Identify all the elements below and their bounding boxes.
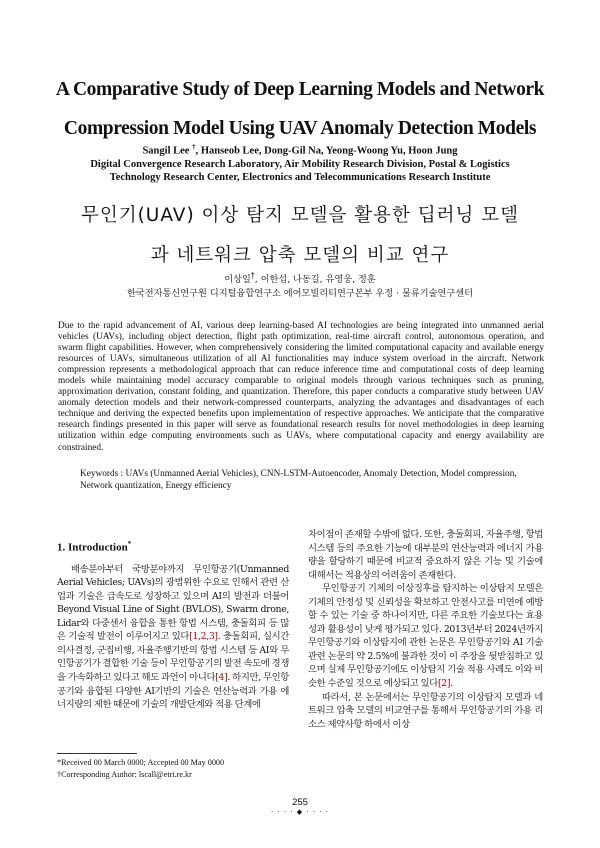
intro-paragraph-1 — [57, 563, 289, 712]
intro-p3-text-a: 무인항공기 기체의 이상징후를 탐지하는 이상탐지 모델은 기체의 안정성 및 신뢰성을 확보하고 안전사고를 미연에 예방할 수 있는 기술 중 하나이지만, 다른 주요한 기술보다는 효용성과 활용성이 낮게 평가되고 있다. 2013년부터 2024년까지 무인항공기와 이상탐지에 관한 논문은 무인항공기와 AI 기술 관련 논문의 약 2.5%에 불과한 것이 이 주장을 뒷받침하고 있으며 실제 무인항공기에도 이상탐지 기술 적용 사례도 이와 비슷한 수준일 것으로 예상되고 있다 — [308, 583, 543, 690]
intro-p1-text-b: . 충돌회피, 실시간 의사결정, 군집비행, 자율주행기반의 항법 시스템 등 AI와 무인항공기가 결합한 기술 등이 무인항공기의 발전 속도에 경쟁을 가속화하고 있다고 해도 과언이 아니다 — [57, 631, 290, 684]
keywords — [80, 468, 540, 492]
author-names-ko — [30, 269, 570, 287]
corresponding-mark-ko: † — [250, 271, 255, 280]
page-number: 255 — [292, 797, 308, 808]
authors-english — [30, 141, 570, 184]
keywords-text: UAVs (Unmanned Aerial Vehicles), CNN-LSTM-Autoencoder, Anomaly Detection, Model compression, Network quantization, Energy efficiency — [80, 469, 517, 491]
paper-title-english — [30, 70, 570, 148]
first-author-ko: 이상일 — [224, 274, 251, 286]
title-en-line-1: A Comparative Study of Deep Learning Models and Network — [55, 79, 545, 100]
intro-paragraph-4: 따라서, 본 논문에서는 무인항공기의 이상탐지 모델과 네트워크 압축 모델의 비교연구를 통해서 무인항공기의 가용 리소스 제약사항 하에서 이상 — [308, 691, 543, 730]
citation-link[interactable]: [1,2,3] — [189, 631, 218, 643]
intro-p1-text-a: 배송분야부터 국방분야까지 무인항공기(Unmanned Aerial Vehicles; UAVs)의 광범위한 수요로 인해서 관련 산업과 기술은 급속도로 성장하고 있으며 AI의 발전과 더불어 Beyond Visual Line of Sight (BVLOS), Swarm drone, Lidar와 다중센서 융합을 통한 항법 시스템, 충돌회피 등 많은 기술적 발전이 이루어지고 있다 — [57, 563, 289, 643]
citation-link[interactable]: [4] — [215, 672, 228, 684]
citation-link[interactable]: [2] — [437, 678, 451, 690]
intro-p3-text-b: . — [450, 678, 453, 690]
keywords-label: Keywords : — [80, 469, 126, 479]
corresponding-mark-en: † — [192, 143, 196, 151]
intro-paragraph-2: 차이점이 존재할 수밖에 없다. 또한, 충돌회피, 자율주행, 항법시스템 등의 주요한 기능에 대부분의 연산능력과 에너지 가용량을 할당하기 때문에 비교적 중요하지 않은 기능 및 기술에 대해서는 적용상의 어려움이 존재한다. — [308, 529, 543, 581]
section-heading-introduction — [57, 540, 289, 554]
affiliation-en-line-2: Technology Research Center, Electronics and Telecommunications Research Institute — [109, 171, 491, 183]
footnote-divider — [57, 753, 137, 754]
affiliation-ko: 한국전자통신연구원 디지털융합연구소 에어모빌리티연구본부 우정 · 물류기술연구센터 — [127, 288, 473, 300]
title-en-line-2: Compression Model Using UAV Anomaly Detection Models — [63, 118, 537, 139]
first-author-en: Sangil Lee — [142, 145, 190, 157]
footnote-mark: * — [127, 540, 132, 548]
other-authors-en: , Hanseob Lee, Dong-Gil Na, Yeong-Woong Yu, Hoon Jung — [195, 145, 458, 157]
intro-p1-text-c: . 하지만, 무인항공기와 융합된 다양한 AI기반의 기술은 연산능력과 가용 에너지량의 제한 때문에 기술의 개발단계와 적용 단계에 — [57, 672, 289, 711]
author-names-en — [30, 141, 570, 158]
intro-heading-text: 1. Introduction — [57, 541, 128, 554]
authors-korean — [30, 269, 570, 301]
left-column — [57, 528, 289, 712]
affiliation-en-line-1: Digital Convergence Research Laboratory, Air Mobility Research Division, Postal & Logistics — [90, 158, 510, 170]
title-ko-line-1: 무인기(UAV) 이상 탐지 모델을 활용한 딥러닝 모델 — [80, 205, 520, 226]
other-authors-ko: , 이한섭, 나동길, 유영웅, 정훈 — [254, 274, 376, 286]
intro-paragraph-3 — [308, 582, 543, 690]
page-ornament: · · · · ◆ · · · · — [271, 808, 329, 816]
title-ko-line-2: 과 네트워크 압축 모델의 비교 연구 — [150, 245, 450, 266]
footnote-received: *Received 00 March 0000; Accepted 00 May 0000 — [57, 758, 225, 767]
abstract: Due to the rapid advancement of AI, various deep learning-based AI technologies are being integrated into unmanned aerial vehicles (UAVs), including object detection, flight path optimization, real-time aircraft control, autonomous operation, and swarm flight capabilities. However, when comprehensively considering the limited computational capacity and available energy resources of UAVs, simultaneous utilization of all AI functionalities may induce system overload in the aircraft. Network compression represents a methodological approach that can reduce inference time and computational costs of deep learning models while maintaining model accuracy comparable to original models through various techniques such as pruning, approximation derivation, constant folding, and quantization. Therefore, this paper conducts a comparative study between UAV anomaly detection models and their network-compressed counterparts, analyzing the advantages and disadvantages of each technique and deriving the expected benefits upon implementation of respective approaches. We anticipate that the comparative research findings presented in this paper will serve as foundational research results for novel methodologies in deep learning utilization within edge computing environments such as UAVs, where computational capacity and energy availability are constrained. — [58, 321, 544, 453]
footnotes — [57, 757, 224, 781]
footnote-corresponding: †Corresponding Author: lscall@etri.re.kr — [57, 770, 192, 779]
right-column — [308, 528, 543, 731]
paper-title-korean — [30, 196, 570, 276]
